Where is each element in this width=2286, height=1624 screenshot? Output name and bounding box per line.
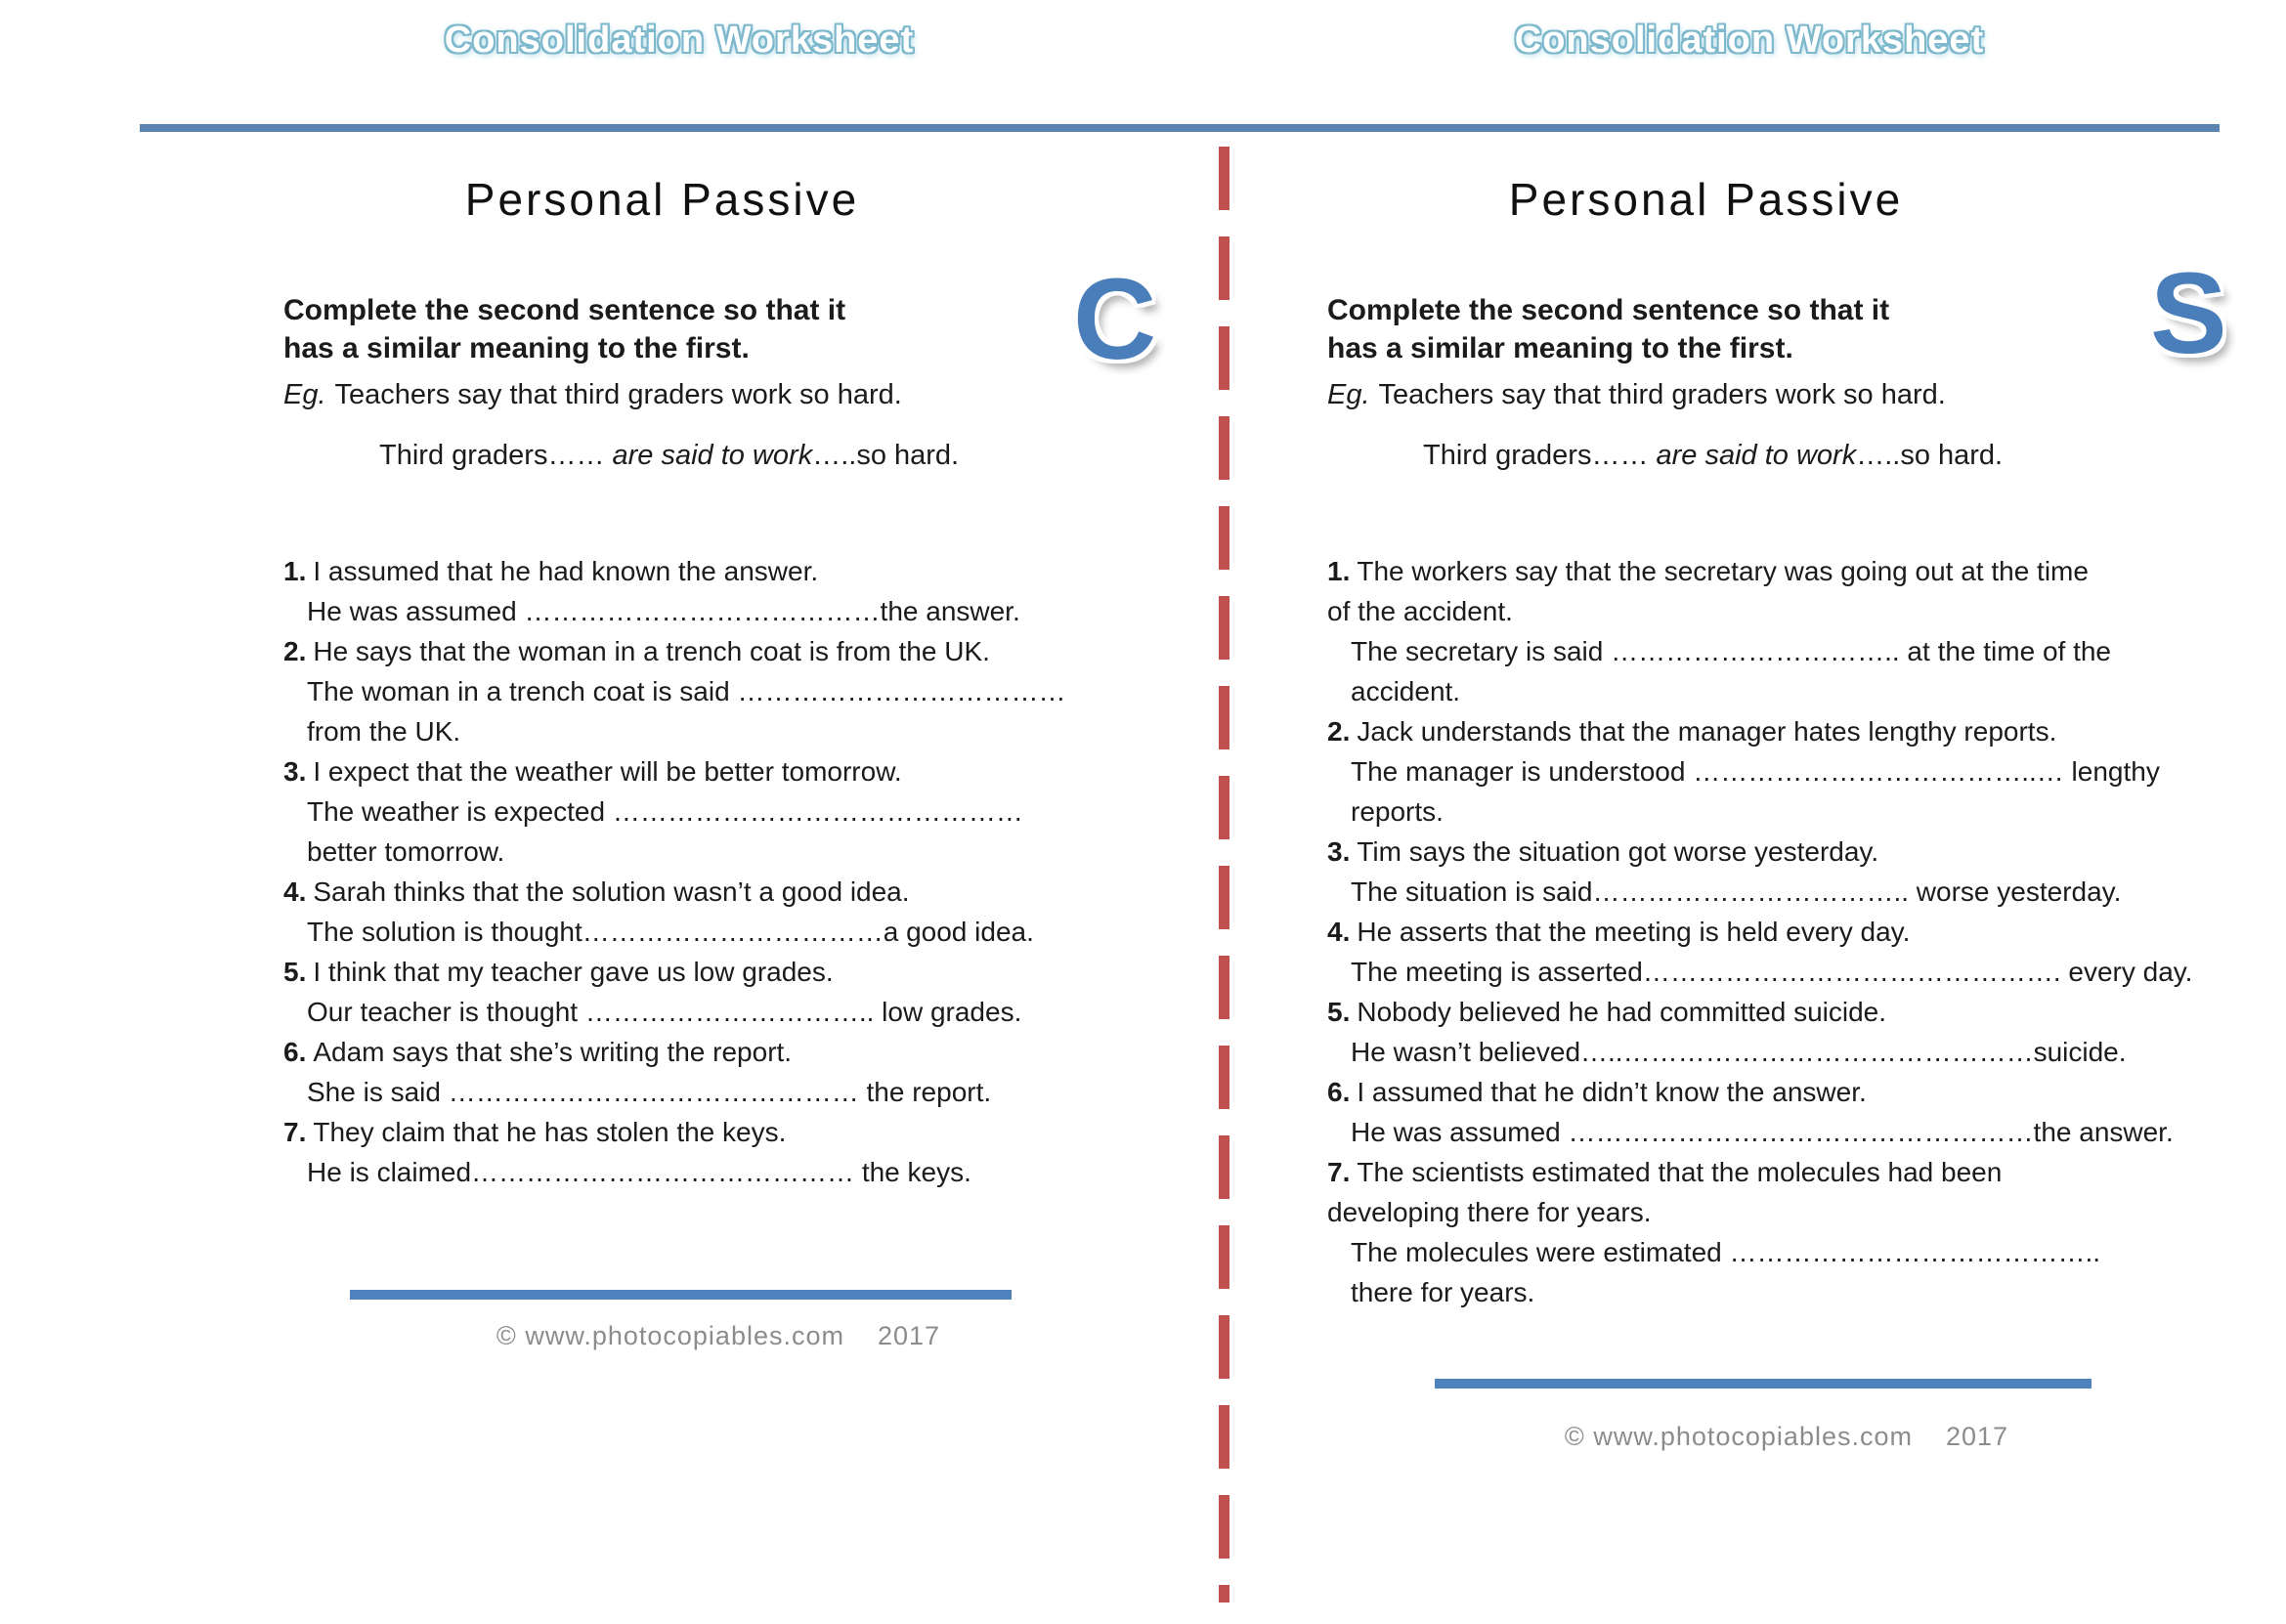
- panel-title: Personal Passive: [464, 174, 860, 225]
- example-answer-post: …..so hard.: [812, 440, 960, 471]
- exercise-line: The secretary is said ………………………….. at the time of the: [1351, 636, 2111, 666]
- exercise-line: better tomorrow.: [307, 836, 505, 867]
- item-source-text: Adam says that she’s writing the report.: [313, 1037, 793, 1067]
- instructions-line1: Complete the second sentence so that it: [1327, 294, 1890, 326]
- exercise-line: The solution is thought……………………………a good idea.: [307, 917, 1034, 947]
- item-number: 7.: [1327, 1157, 1351, 1187]
- item-source-text: The workers say that the secretary was going out at the time: [1357, 556, 2089, 586]
- exercise-list: [283, 551, 1153, 1192]
- exercise-line: [1327, 711, 2246, 751]
- panel-title: Personal Passive: [1508, 174, 1904, 225]
- item-source-text: They claim that he has stolen the keys.: [313, 1117, 787, 1147]
- exercise-line: He is claimed…………………………………… the keys.: [307, 1157, 971, 1187]
- footer-rule: [1435, 1379, 2092, 1389]
- exercise-line: [1327, 832, 2246, 872]
- exercise-line: He was assumed …………………………………the answer.: [307, 596, 1020, 626]
- item-source-text: He asserts that the meeting is held every day.: [1357, 917, 1911, 947]
- exercise-line: [1327, 551, 2246, 591]
- item-number: 7.: [283, 1117, 307, 1147]
- item-number: 2.: [283, 636, 307, 666]
- exercise-line: The woman in a trench coat is said ………………………………: [307, 676, 1066, 706]
- eg-label: Eg.: [283, 379, 326, 410]
- exercise-list: [1327, 551, 2246, 1312]
- page-header-left: Consolidation Worksheet: [444, 20, 915, 61]
- exercise-line: [283, 551, 1153, 591]
- example-answer-post: …..so hard.: [1856, 440, 2004, 471]
- exercise-line: He wasn’t believed…..………………………………………suicide.: [1351, 1037, 2127, 1067]
- item-source-text: I assumed that he had known the answer.: [313, 556, 819, 586]
- exercise-line: of the accident.: [1327, 596, 1513, 626]
- example-source-line: [283, 377, 1153, 412]
- exercise-line: The situation is said…………………………….. worse yesterday.: [1351, 876, 2122, 907]
- eg-text: Teachers say that third graders work so hard.: [1378, 379, 1946, 410]
- item-source-text: Jack understands that the manager hates lengthy reports.: [1357, 716, 2057, 747]
- exercise-line: Our teacher is thought ………………………….. low grades.: [307, 997, 1022, 1027]
- example-answer-pre: Third graders……: [1423, 440, 1657, 471]
- example-answer-line: [1423, 438, 2246, 473]
- footer-year: 2017: [877, 1321, 941, 1350]
- item-source-text: I expect that the weather will be better tomorrow.: [313, 756, 902, 787]
- exercise-line: developing there for years.: [1327, 1197, 1652, 1227]
- item-number: 5.: [1327, 997, 1351, 1027]
- watermark-letter-c: C: [1073, 255, 1157, 384]
- footer: [283, 1321, 1153, 1351]
- item-source-text: I assumed that he didn’t know the answer.: [1357, 1077, 1867, 1107]
- item-number: 4.: [1327, 917, 1351, 947]
- item-source-text: He says that the woman in a trench coat is from the UK.: [313, 636, 990, 666]
- item-number: 1.: [1327, 556, 1351, 586]
- exercise-line: The meeting is asserted………………………………………. every day.: [1351, 957, 2193, 987]
- item-number: 5.: [283, 957, 307, 987]
- instructions: [1327, 291, 2246, 367]
- item-source-text: The scientists estimated that the molecules had been: [1357, 1157, 2003, 1187]
- item-source-text: I think that my teacher gave us low grades.: [313, 957, 834, 987]
- instructions-line1: Complete the second sentence so that it: [283, 294, 846, 326]
- watermark-letter-s: S: [2150, 249, 2227, 378]
- exercise-line: there for years.: [1351, 1277, 1535, 1307]
- item-number: 3.: [1327, 836, 1351, 867]
- exercise-line: [283, 872, 1153, 912]
- footer: [1327, 1422, 2246, 1452]
- item-number: 6.: [1327, 1077, 1351, 1107]
- example-answer-italic: are said to work: [612, 440, 813, 471]
- exercise-line: [1327, 912, 2246, 952]
- exercise-line: [283, 1032, 1153, 1072]
- item-number: 6.: [283, 1037, 307, 1067]
- example-answer-pre: Third graders……: [379, 440, 613, 471]
- exercise-line: [1327, 1152, 2246, 1192]
- instructions: [283, 291, 1153, 367]
- exercise-line: [283, 1112, 1153, 1152]
- exercise-line: accident.: [1351, 676, 1461, 706]
- footer-copyright: © www.photocopiables.com: [496, 1321, 844, 1350]
- item-source-text: Sarah thinks that the solution wasn’t a good idea.: [313, 876, 910, 907]
- instructions-line2: has a similar meaning to the first.: [283, 332, 750, 364]
- footer-year: 2017: [1945, 1422, 2009, 1451]
- footer-rule: [350, 1290, 1012, 1300]
- eg-text: Teachers say that third graders work so hard.: [334, 379, 902, 410]
- instructions-line2: has a similar meaning to the first.: [1327, 332, 1793, 364]
- item-number: 3.: [283, 756, 307, 787]
- worksheet-panel-left: [283, 0, 1153, 1351]
- exercise-line: [283, 751, 1153, 791]
- item-source-text: Tim says the situation got worse yesterday.: [1357, 836, 1879, 867]
- footer-copyright: © www.photocopiables.com: [1564, 1422, 1913, 1451]
- center-dashed-divider: [1219, 147, 1229, 1603]
- exercise-line: [283, 952, 1153, 992]
- exercise-line: She is said ……………………………………… the report.: [307, 1077, 992, 1107]
- example-answer-italic: are said to work: [1656, 440, 1857, 471]
- exercise-line: [283, 631, 1153, 671]
- worksheet-panel-right: [1327, 0, 2246, 1452]
- exercise-line: reports.: [1351, 796, 1444, 827]
- page-header-right: Consolidation Worksheet: [1514, 20, 1985, 61]
- exercise-line: The manager is understood ………………………………..… lengthy: [1351, 756, 2160, 787]
- exercise-line: The molecules were estimated …………………………………..: [1351, 1237, 2101, 1267]
- exercise-line: He was assumed ……………………………………………the answer.: [1351, 1117, 2174, 1147]
- item-source-text: Nobody believed he had committed suicide.: [1357, 997, 1887, 1027]
- exercise-line: from the UK.: [307, 716, 461, 747]
- example-answer-line: [379, 438, 1153, 473]
- exercise-line: [1327, 992, 2246, 1032]
- item-number: 4.: [283, 876, 307, 907]
- item-number: 1.: [283, 556, 307, 586]
- exercise-line: [1327, 1072, 2246, 1112]
- example-source-line: [1327, 377, 2246, 412]
- item-number: 2.: [1327, 716, 1351, 747]
- eg-label: Eg.: [1327, 379, 1370, 410]
- exercise-line: The weather is expected ………………………………………: [307, 796, 1023, 827]
